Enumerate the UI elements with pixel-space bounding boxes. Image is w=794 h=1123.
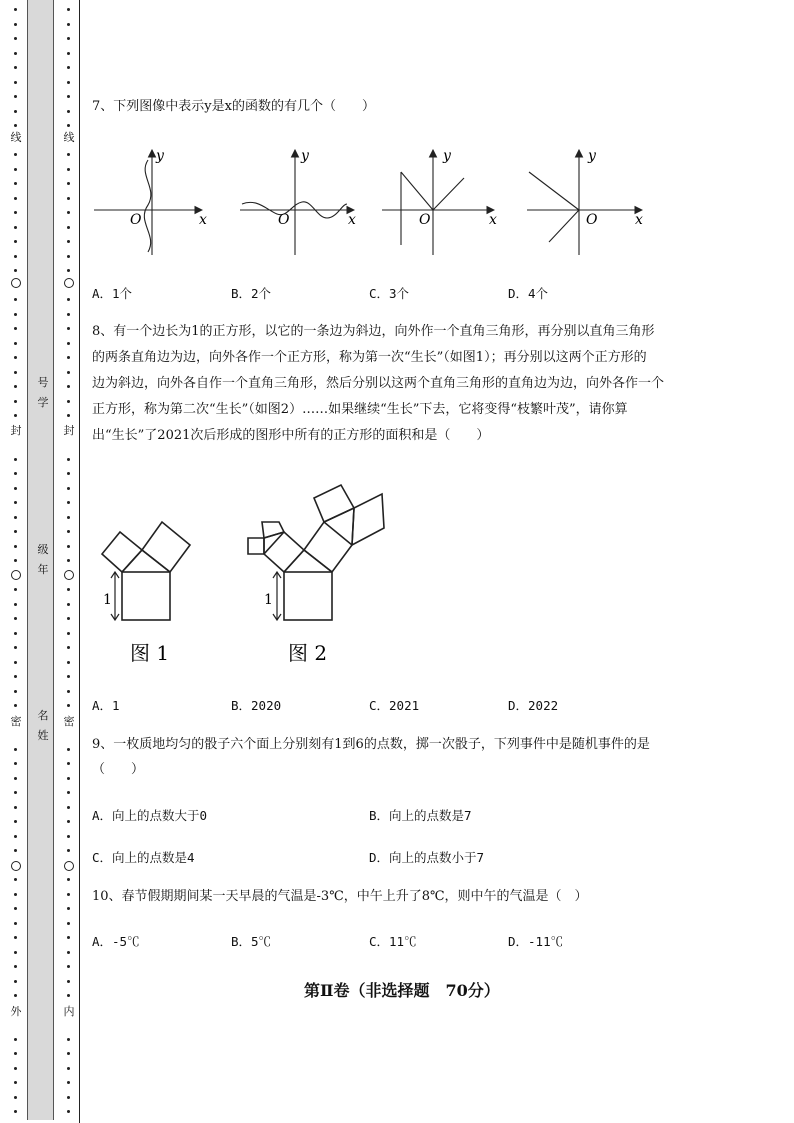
binding-label-inner: 线 [63,131,75,144]
question-10-option-c[interactable]: C．11℃ [369,934,417,949]
graph-3-x-label: x [489,212,497,228]
binding-dot [67,342,70,345]
question-8-line-1: 8、有一个边长为1的正方形，以它的一条边为斜边，向外作一个直角三角形，再分别以直角三角形 [92,324,655,339]
binding-dot [67,385,70,388]
binding-dot [67,936,70,939]
binding-dot [67,110,70,113]
binding-dot [14,501,17,504]
binding-dot [67,66,70,69]
binding-dot [14,66,17,69]
binding-dot [67,675,70,678]
class-info-label: 级 [37,543,49,556]
graph-4-x-label: x [635,212,643,228]
class-info-label: 年 [37,563,49,576]
question-9-option-d[interactable]: D．向上的点数小于7 [369,850,485,865]
question-8-figures [92,480,412,670]
binding-dot [67,545,70,548]
binding-dot [14,791,17,794]
binding-dot [67,994,70,997]
binding-dot [67,661,70,664]
question-9-option-a[interactable]: A．向上的点数大于0 [92,808,208,823]
binding-label-outer: 外 [10,1005,22,1018]
binding-dot [67,487,70,490]
dot-column-inner [64,0,74,1123]
binding-dot [14,414,17,417]
binding-dot [14,936,17,939]
binding-circle [64,861,74,871]
graph-2-x-label: x [348,212,356,228]
binding-dot [67,400,70,403]
graph-1-x-label: x [199,212,207,228]
binding-dot [14,690,17,693]
question-7-option-a[interactable]: A．1个 [92,286,133,301]
binding-dot [14,153,17,156]
graph-4 [527,150,642,255]
question-8-option-b[interactable]: B．2020 [231,698,282,713]
graph-2-y-label: y [301,148,309,164]
binding-dot [67,762,70,765]
binding-dot [67,632,70,635]
binding-label-inner: 封 [63,424,75,437]
question-9-stem: 9、一枚质地均匀的骰子六个面上分别刻有1到6的点数，掷一次骰子，下列事件中是随机事件的是 [92,737,650,752]
binding-dot [67,371,70,374]
question-8-line-3: 边为斜边，向外各自作一个直角三角形，然后分别以这两个直角三角形的直角边为边，向外各作一个 [92,376,665,391]
binding-dot [67,835,70,838]
question-8-line-2: 的两条直角边为边，向外各作一个正方形，称为第一次“生长”（如图1）；再分别以这两个正方形的 [92,350,647,365]
binding-dot [67,240,70,243]
binding-dot [67,893,70,896]
binding-dot [67,8,70,11]
question-10-option-b[interactable]: B．5℃ [231,934,272,949]
binding-dot [67,37,70,40]
binding-dot [14,23,17,26]
binding-dot [14,516,17,519]
binding-dot [67,907,70,910]
binding-dot [67,458,70,461]
question-10-stem: 10、春节假期期间某一天早晨的气温是-3℃，中午上升了8℃，则中午的气温是（ ） [92,889,588,904]
question-8-option-d[interactable]: D．2022 [508,698,559,713]
binding-dot [67,501,70,504]
binding-dot [67,878,70,881]
binding-dot [14,603,17,606]
binding-dot [14,907,17,910]
graph-1-y-label: y [156,148,164,164]
binding-dot [14,994,17,997]
binding-dot [67,965,70,968]
student-info-label: 学 [37,396,49,409]
binding-dot [14,124,17,127]
graph-1-origin-label: O [130,212,142,228]
graph-4-origin-label: O [586,212,598,228]
name-info-label: 名 [37,709,49,722]
binding-dot [14,298,17,301]
binding-dot [14,81,17,84]
binding-dot [14,951,17,954]
graph-2 [240,150,354,255]
binding-dot [14,878,17,881]
binding-dot [14,704,17,707]
binding-dot [14,385,17,388]
binding-dot [14,211,17,214]
binding-dot [14,400,17,403]
binding-dot [67,690,70,693]
binding-dot [67,211,70,214]
binding-dot [14,182,17,185]
binding-dot [14,762,17,765]
binding-dot [67,81,70,84]
binding-dot [67,617,70,620]
question-9-stem-cont: （ ） [92,762,145,777]
binding-dot [14,820,17,823]
binding-dot [67,588,70,591]
binding-dot [14,617,17,620]
figure-1-side-label: 1 [103,592,112,608]
binding-dot [67,1110,70,1113]
binding-dot [67,922,70,925]
binding-label-outer: 封 [10,424,22,437]
section-2-title: 第Ⅱ卷（非选择题 70分） [304,981,500,1000]
binding-circle [11,861,21,871]
binding-dot [67,951,70,954]
binding-dot [14,313,17,316]
binding-dot [14,646,17,649]
binding-dot [67,182,70,185]
binding-dot [67,748,70,751]
binding-margin [0,0,82,1123]
binding-dot [67,1067,70,1070]
binding-dot [14,95,17,98]
binding-dot [67,472,70,475]
binding-dot [14,52,17,55]
binding-dot [67,1096,70,1099]
binding-circle [64,278,74,288]
binding-dot [14,632,17,635]
binding-dot [14,588,17,591]
binding-dot [14,1096,17,1099]
binding-dot [67,197,70,200]
binding-circle [64,570,74,580]
binding-dot [14,110,17,113]
binding-dot [14,269,17,272]
question-9-option-b[interactable]: B．向上的点数是7 [369,808,472,823]
binding-dot [14,37,17,40]
binding-dot [67,1038,70,1041]
question-10-option-d[interactable]: D．-11℃ [508,934,564,949]
binding-dot [67,516,70,519]
binding-dot [67,313,70,316]
binding-dot [67,530,70,533]
question-7-option-b[interactable]: B．2个 [231,286,272,301]
binding-dot [14,255,17,258]
binding-dot [67,849,70,852]
binding-dot [14,980,17,983]
binding-dot [14,226,17,229]
binding-strip [27,0,54,1120]
binding-circle [11,570,21,580]
graph-3-y-label: y [443,148,451,164]
binding-dot [14,8,17,11]
binding-dot [67,791,70,794]
binding-dot [14,327,17,330]
binding-dot [67,269,70,272]
binding-dot [14,458,17,461]
binding-dot [67,356,70,359]
binding-dot [67,95,70,98]
binding-dot [14,661,17,664]
binding-dot [14,893,17,896]
binding-dot [67,806,70,809]
binding-dot [14,559,17,562]
binding-dot [67,603,70,606]
figure-2-side-label: 1 [264,592,273,608]
binding-dot [14,777,17,780]
binding-dot [14,965,17,968]
question-9-option-c[interactable]: C．向上的点数是4 [92,850,195,865]
binding-dot [14,806,17,809]
student-info-label: 号 [37,376,49,389]
binding-dot [14,487,17,490]
binding-label-outer: 密 [10,715,22,728]
binding-dot [67,226,70,229]
binding-dot [67,327,70,330]
graph-2-origin-label: O [278,212,290,228]
binding-dot [67,777,70,780]
binding-circle [11,278,21,288]
binding-dot [14,545,17,548]
question-8-option-a[interactable]: A．1 [92,698,120,713]
graph-4-y-label: y [588,148,596,164]
question-8-line-4: 正方形，称为第二次“生长”（如图2）……如果继续“生长”下去，它将变得“枝繁叶茂”，请你算 [92,402,628,417]
dot-column-outer [11,0,21,1123]
binding-dot [14,1081,17,1084]
question-7-option-c[interactable]: C．3个 [369,286,410,301]
binding-dot [67,52,70,55]
binding-label-inner: 内 [63,1005,75,1018]
binding-label-outer: 线 [10,131,22,144]
binding-dot [67,414,70,417]
binding-dot [67,559,70,562]
question-7-option-d[interactable]: D．4个 [508,286,549,301]
graph-3-origin-label: O [419,212,431,228]
binding-rule [79,0,80,1123]
binding-dot [14,530,17,533]
binding-dot [14,1110,17,1113]
binding-dot [67,1052,70,1055]
binding-dot [67,646,70,649]
binding-dot [67,23,70,26]
binding-dot [67,980,70,983]
binding-dot [67,153,70,156]
graph-3 [382,150,494,255]
question-8-option-c[interactable]: C．2021 [369,698,420,713]
binding-dot [14,197,17,200]
binding-dot [14,356,17,359]
binding-dot [14,168,17,171]
binding-dot [14,371,17,374]
binding-dot [67,124,70,127]
question-10-option-a[interactable]: A．-5℃ [92,934,140,949]
binding-dot [14,835,17,838]
name-info-label: 姓 [37,729,49,742]
figure-1 [102,522,190,620]
binding-dot [14,342,17,345]
binding-dot [14,675,17,678]
question-8-line-5: 出“生长”了2021次后形成的图形中所有的正方形的面积和是（ ） [92,428,490,443]
binding-dot [14,1038,17,1041]
question-7-stem: 7、下列图像中表示y是x的函数的有几个（ ） [92,99,375,114]
binding-dot [14,748,17,751]
graph-1 [94,150,202,255]
figure-1-caption: 图 1 [130,641,170,665]
binding-dot [67,704,70,707]
binding-dot [14,922,17,925]
binding-dot [67,298,70,301]
binding-dot [14,849,17,852]
binding-dot [14,240,17,243]
binding-dot [14,1052,17,1055]
binding-dot [67,820,70,823]
question-7-graphs [92,140,652,255]
binding-dot [67,255,70,258]
figure-2-caption: 图 2 [288,641,328,665]
binding-dot [14,472,17,475]
binding-label-inner: 密 [63,715,75,728]
binding-dot [67,1081,70,1084]
binding-dot [67,168,70,171]
binding-dot [14,1067,17,1070]
